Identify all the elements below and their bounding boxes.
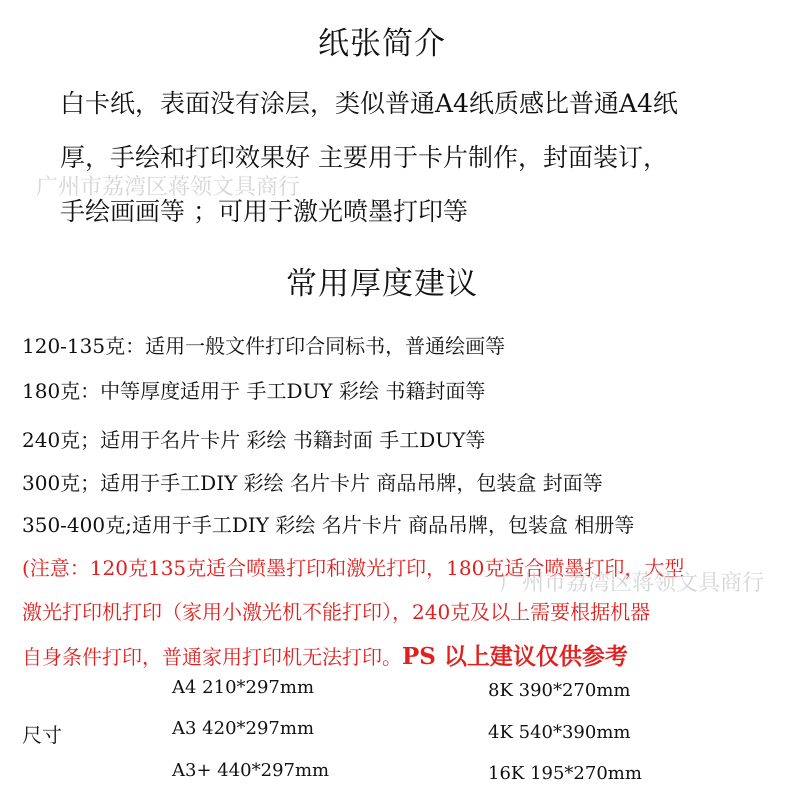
intro-line-1: 白卡纸，表面没有涂层，类似普通A4纸质感比普通A4纸 <box>60 89 678 118</box>
intro-line-3: 手绘画画等 ；可用于激光喷墨打印等 <box>60 197 468 226</box>
page-title: 纸张简介 <box>318 26 446 62</box>
note-line-3-text: 自身条件打印，普通家用打印机无法打印。 <box>22 645 402 669</box>
size-a4: A4 210*297mm <box>172 677 315 698</box>
size-4k: 4K 540*390mm <box>488 722 631 743</box>
thickness-line-120: 120-135克：适用一般文件打印合同标书，普通绘画等 <box>22 334 506 358</box>
note-line-3 <box>22 638 628 671</box>
watermark-2: 广州市荔湾区蒋领文具商行 <box>500 571 765 596</box>
thickness-line-240: 240克；适用于名片卡片 彩绘 书籍封面 手工DUY等 <box>22 428 486 452</box>
size-8k: 8K 390*270mm <box>488 680 631 701</box>
thickness-line-350: 350-400克;适用于手工DIY 彩绘 名片卡片 商品吊牌，包装盒 相册等 <box>22 513 635 537</box>
size-a3: A3 420*297mm <box>172 718 315 739</box>
thickness-line-300: 300克；适用于手工DIY 彩绘 名片卡片 商品吊牌，包装盒 封面等 <box>22 471 603 495</box>
thickness-title: 常用厚度建议 <box>286 266 478 302</box>
size-label: 尺寸 <box>22 723 62 747</box>
intro-line-2: 厚，手绘和打印效果好 主要用于卡片制作，封面装订， <box>60 143 668 172</box>
size-16k: 16K 195*270mm <box>488 763 642 784</box>
note-ps: PS 以上建议仅供参考 <box>402 643 628 670</box>
size-a3plus: A3+ 440*297mm <box>172 760 330 781</box>
thickness-line-180: 180克：中等厚度适用于 手工DUY 彩绘 书籍封面等 <box>22 379 486 403</box>
note-line-1: (注意：120克135克适合喷墨打印和激光打印，180克适合喷墨打印，大型 <box>22 556 685 580</box>
note-line-2: 激光打印机打印（家用小激光机不能打印），240克及以上需要根据机器 <box>22 600 651 624</box>
watermark: 广州市荔湾区蒋领文具商行 <box>36 175 301 200</box>
